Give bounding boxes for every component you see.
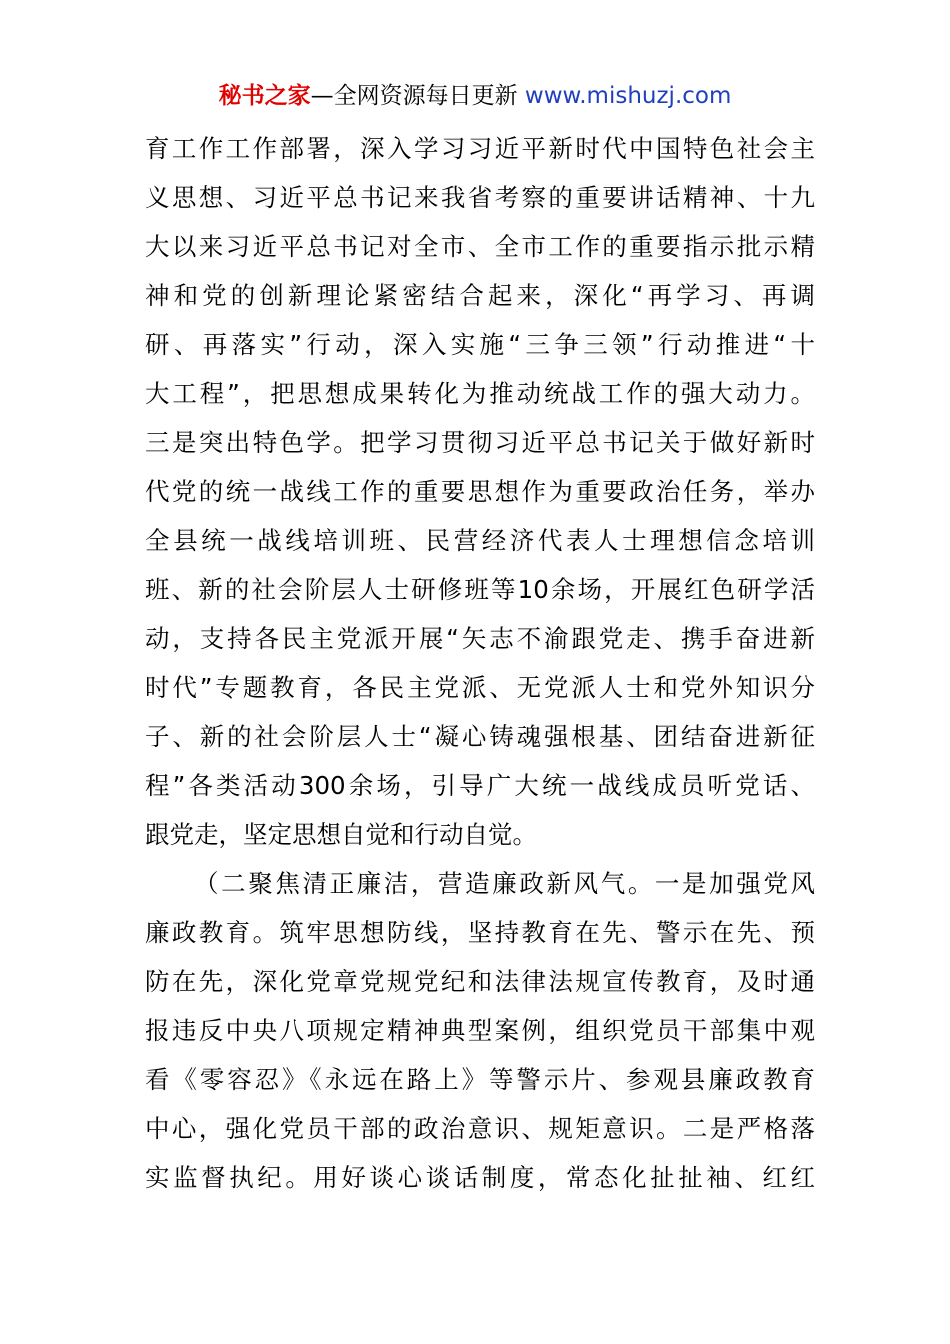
text-line: 报违反中央八项规定精神典型案例，组织党员干部集中观	[145, 1016, 815, 1045]
text-line: 大工程”，把思想成果转化为推动统战工作的强大动力。	[145, 379, 815, 408]
text-line: 育工作工作部署，深入学习习近平新时代中国特色社会主	[145, 134, 815, 163]
site-header	[0, 80, 950, 112]
text-line: 代党的统一战线工作的重要思想作为重要政治任务，举办	[145, 477, 815, 506]
text-line: 时代”专题教育，各民主党派、无党派人士和党外知识分	[145, 673, 815, 702]
text-line: 廉政教育。筑牢思想防线，坚持教育在先、警示在先、预	[145, 918, 815, 947]
text-line-paragraph-end: 跟党走，坚定思想自觉和行动自觉。	[145, 820, 537, 849]
text-line: 义思想、习近平总书记来我省考察的重要讲话精神、十九	[145, 183, 815, 212]
text-line: 研、再落实”行动，深入实施“三争三领”行动推进“十	[145, 330, 815, 359]
site-url-link[interactable]: www.mishuzj.com	[524, 83, 732, 109]
site-brand: 秘书之家	[218, 83, 311, 109]
text-line: 神和党的创新理论紧密结合起来，深化“再学习、再调	[145, 281, 815, 310]
text-line: 程”各类活动300余场，引导广大统一战线成员听党话、	[145, 771, 815, 800]
text-line: 班、新的社会阶层人士研修班等10余场，开展红色研学活	[145, 575, 815, 604]
text-line: 大以来习近平总书记对全市、全市工作的重要指示批示精	[145, 232, 815, 261]
site-tagline: —全网资源每日更新	[310, 83, 518, 109]
text-line: 动，支持各民主党派开展“矢志不渝跟党走、携手奋进新	[145, 624, 815, 653]
text-line: 子、新的社会阶层人士“凝心铸魂强根基、团结奋进新征	[145, 722, 815, 751]
text-line: 防在先，深化党章党规党纪和法律法规宣传教育，及时通	[145, 967, 815, 996]
text-line: 看《零容忍》《永远在路上》等警示片、参观县廉政教育	[145, 1065, 815, 1094]
text-line: 全县统一战线培训班、民营经济代表人士理想信念培训	[145, 526, 815, 555]
text-line: 三是突出特色学。把学习贯彻习近平总书记关于做好新时	[145, 428, 815, 457]
text-line: 实监督执纪。用好谈心谈话制度，常态化扯扯袖、红红	[145, 1163, 815, 1192]
document-body	[145, 124, 815, 1202]
text-line-paragraph-start: （二聚焦清正廉洁，营造廉政新风气。一是加强党风	[194, 869, 815, 898]
text-line: 中心，强化党员干部的政治意识、规矩意识。二是严格落	[145, 1114, 815, 1143]
